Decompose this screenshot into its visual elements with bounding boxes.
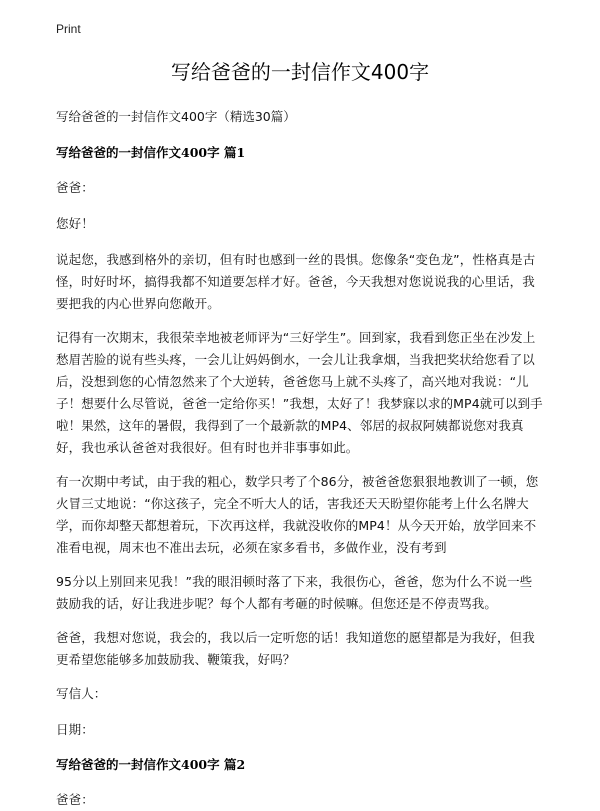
letter-paragraph-3: 有一次期中考试，由于我的粗心，数学只考了个86分，被爸爸您狠狠地教训了一顿，您火冒三丈地说：“你这孩子，完全不听大人的话，害我还天天盼望你能考上什么名牌大学，而你却整天都想着玩，下次再这样，我就没收你的MP4！从今天开始，放学回来不准看电视，周末也不准出去玩，必须在家多看书，多做作业，没有考到 — [56, 474, 539, 555]
letter-paragraph-4: 95分以上别回来见我！”我的眼泪顿时落了下来，我很伤心，爸爸，您为什么不说一些鼓励我的话，好让我进步呢？每个人都有考砸的时候嘛。但您还是不停责骂我。 — [56, 574, 533, 611]
letter-writer: 写信人： — [56, 686, 107, 701]
print-link[interactable]: Print — [56, 22, 81, 36]
letter-paragraph-5: 爸爸，我想对您说，我会的，我以后一定听您的话！我知道您的愿望都是为我好，但我更希望您能够多加鼓励我、鞭策我，好吗？ — [56, 630, 535, 667]
letter-paragraph-1: 说起您，我感到格外的亲切，但有时也感到一丝的畏惧。您像条“变色龙”，性格真是古怪，时好时坏，搞得我都不知道要怎样才好。爸爸，今天我想对您说说我的心里话，我要把我的内心世界向您敞开。 — [56, 252, 536, 311]
letter-greeting: 爸爸： — [56, 180, 94, 195]
section-title-2: 写给爸爸的一封信作文400字 篇2 — [56, 757, 246, 772]
section-title-1: 写给爸爸的一封信作文400字 篇1 — [56, 145, 246, 160]
letter-paragraph-2: 记得有一次期末，我很荣幸地被老师评为“三好学生”。回到家，我看到您正坐在沙发上愁眉苦脸的说有些头疼，一会儿让妈妈倒水，一会儿让我拿烟，当我把奖状给您看了以后，没想到您的心情忽然来了个大逆转，爸爸您马上就不头疼了，高兴地对我说：“儿子！想要什么尽管说，爸爸一定给你买！”我想，太好了！我梦寐以求的MP4就可以到手啦！果然，这年的暑假，我得到了一个最新款的MP4、邻居的叔叔阿姨都说您对我真好，我也承认爸爸对我很好。但有时也并非事事如此。 — [56, 330, 543, 455]
document-subtitle: 写给爸爸的一封信作文400字（精选30篇） — [56, 109, 296, 124]
letter-greeting-2: 爸爸： — [56, 792, 94, 807]
letter-date: 日期： — [56, 722, 94, 737]
letter-hello: 您好！ — [56, 216, 94, 231]
page-title: 写给爸爸的一封信作文400字 — [170, 60, 430, 84]
